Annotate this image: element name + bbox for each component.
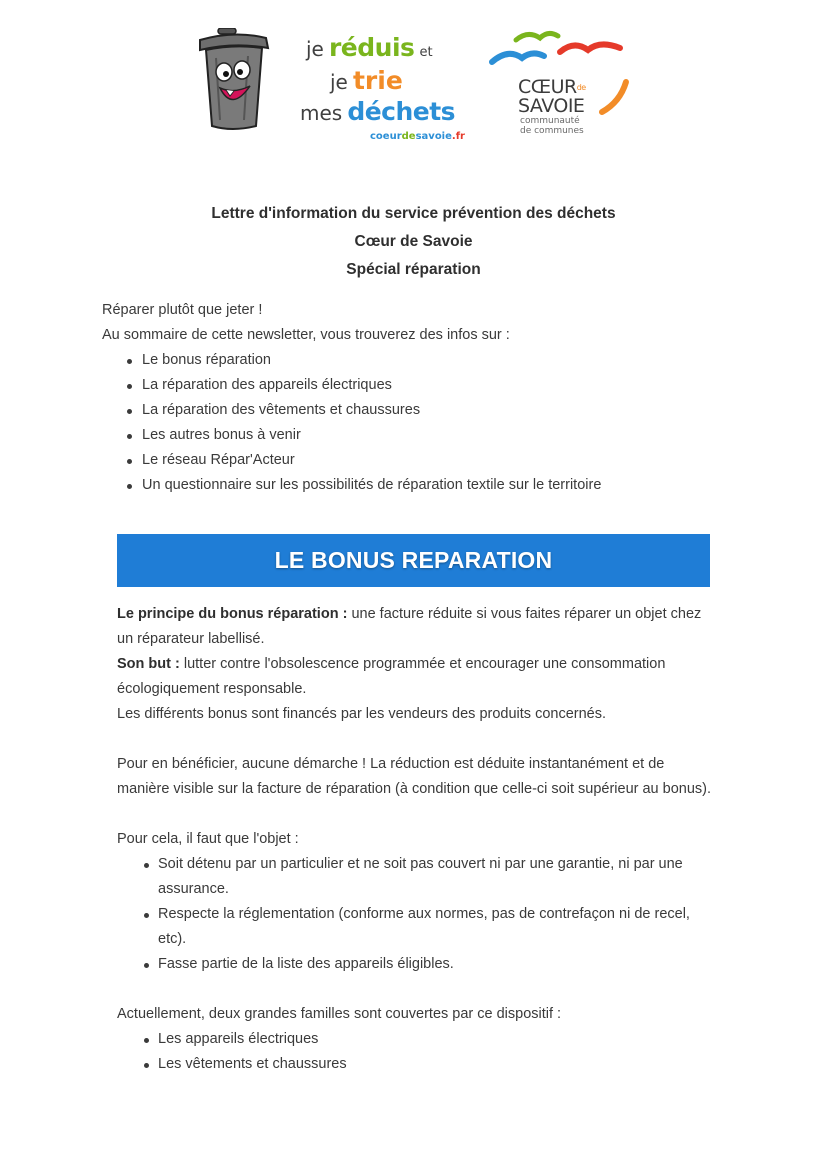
slogan-dechets: déchets (347, 97, 456, 126)
slogan-reduis: réduis (328, 33, 415, 62)
principle-text: une facture réduite si vous faites réparer un objet chez un réparateur labellisé. (117, 606, 702, 647)
newsletter-titles (0, 200, 827, 284)
site-part-3: savoie (415, 131, 452, 142)
goal-label: Son but : (117, 656, 180, 672)
community-logo-line-1: $CŒUR^{de}$ (518, 76, 586, 98)
site-part-1: coeur (370, 131, 402, 142)
title-line-1: Lettre d'information du service prévention des déchets (211, 205, 616, 222)
families-intro: Actuellement, deux grandes familles sont couvertes par ce dispositif : (117, 1006, 562, 1022)
list-item: Fasse partie de la liste des appareils éligibles. (117, 952, 717, 977)
funding-paragraph: Les différents bonus sont financés par les vendeurs des produits concernés. (117, 706, 606, 722)
bonus-section-body (117, 602, 717, 1077)
goal-text: lutter contre l'obsolescence programmée et encourager une consommation écologiquement responsable. (117, 656, 666, 697)
list-item: Le bonus réparation (102, 348, 742, 373)
intro-line-2: Au sommaire de cette newsletter, vous trouverez des infos sur : (102, 327, 510, 343)
slogan-mes: mes (300, 101, 343, 125)
slogan-logo (298, 34, 478, 142)
principle-label: Le principe du bonus réparation : (117, 606, 348, 622)
summary-list (102, 348, 742, 498)
list-item: Les vêtements et chaussures (117, 1052, 717, 1077)
slogan-je: je (306, 37, 324, 61)
community-logo-line-2: SAVOIE (518, 95, 585, 117)
section-banner: LE BONUS REPARATION (117, 534, 710, 587)
slogan-et: et (419, 45, 433, 60)
list-item: Soit détenu par un particulier et ne soit pas couvert ni par une garantie, ni par une assurance. (117, 852, 717, 902)
list-item: Respecte la réglementation (conforme aux normes, pas de contrefaçon ni de recel, etc). (117, 902, 717, 952)
site-part-2: de (401, 131, 416, 142)
page-header (0, 22, 827, 152)
title-line-2: Cœur de Savoie (354, 233, 473, 250)
intro-section (102, 298, 742, 498)
trash-can-mascot-icon (196, 28, 272, 132)
community-logo-sub-2: de communes (520, 126, 584, 136)
list-item: Les appareils électriques (117, 1027, 717, 1052)
community-logo-de: de (576, 83, 586, 92)
goal-paragraph (117, 652, 717, 702)
families-list (117, 1027, 717, 1077)
list-item: Un questionnaire sur les possibilités de réparation textile sur le territoire (102, 473, 742, 498)
intro-line-1: Réparer plutôt que jeter ! (102, 302, 263, 318)
community-logo-text (518, 78, 586, 136)
principle-paragraph (117, 602, 717, 652)
community-logo-sub-1: communauté (520, 116, 580, 126)
benefit-paragraph: Pour en bénéficier, aucune démarche ! La réduction est déduite instantanément et de manière visible sur la facture de réparation (à condition que celle-ci soit supérieur au bonus). (117, 756, 712, 797)
slogan-website (298, 131, 478, 142)
slogan-je-2: je (330, 70, 348, 94)
slogan-trie: trie (352, 66, 403, 95)
title-line-3: Spécial réparation (346, 261, 481, 278)
site-part-4: .fr (451, 131, 465, 142)
list-item: Le réseau Répar'Acteur (102, 448, 742, 473)
list-item: Les autres bonus à venir (102, 423, 742, 448)
conditions-list (117, 852, 717, 977)
list-item: La réparation des vêtements et chaussures (102, 398, 742, 423)
list-item: La réparation des appareils électriques (102, 373, 742, 398)
conditions-intro: Pour cela, il faut que l'objet : (117, 831, 299, 847)
